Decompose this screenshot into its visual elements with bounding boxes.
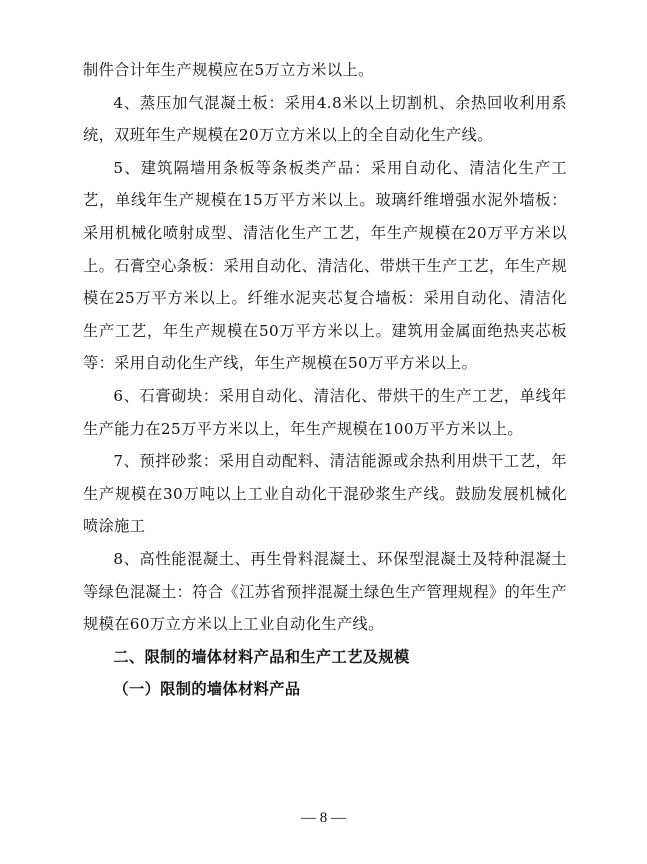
page-number: — 8 — [301, 810, 346, 826]
document-body [83, 54, 567, 706]
section-heading: 二、限制的墙体材料产品和生产工艺及规模 [113, 647, 410, 666]
paragraph-item-8: 8、高性能混凝土、再生骨料混凝土、环保型混凝土及特种混凝土等绿色混凝土：符合《江苏省预拌混凝土绿色生产管理规程》的年生产规模在60万立方米以上工业自动化生产线。 [83, 549, 567, 634]
paragraph-item-6: 6、石膏砌块：采用自动化、清洁化、带烘干的生产工艺，单线年生产能力在25万平方米以上，年生产规模在100万平方米以上。 [83, 386, 567, 438]
section-subheading: （一）限制的墙体材料产品 [113, 680, 301, 699]
paragraph-item-4: 4、蒸压加气混凝土板：采用4.8米以上切割机、余热回收利用系统，双班年生产规模在20万立方米以上的全自动化生产线。 [83, 93, 567, 145]
paragraph-continuation: 制件合计年生产规模应在5万立方米以上。 [83, 61, 374, 79]
paragraph-item-7: 7、预拌砂浆：采用自动配料、清洁能源或余热利用烘干工艺，年生产规模在30万吨以上工业自动化干混砂浆生产线。鼓励发展机械化喷涂施工 [83, 452, 567, 536]
paragraph-item-5: 5、建筑隔墙用条板等条板类产品：采用自动化、清洁化生产工艺，单线年生产规模在15万平方米以上。玻璃纤维增强水泥外墙板：采用机械化喷射成型、清洁化生产工艺，年生产规模在20万平方米以上。石膏空心条板：采用自动化、清洁化、带烘干生产工艺，年生产规模在25万平方米以上。纤维水泥夹芯复合墙板：采用自动化、清洁化生产工艺，年生产规模在50万平方米以上。建筑用金属面绝热夹芯板等：采用自动化生产线，年生产规模在50万平方米以上。 [83, 158, 567, 373]
